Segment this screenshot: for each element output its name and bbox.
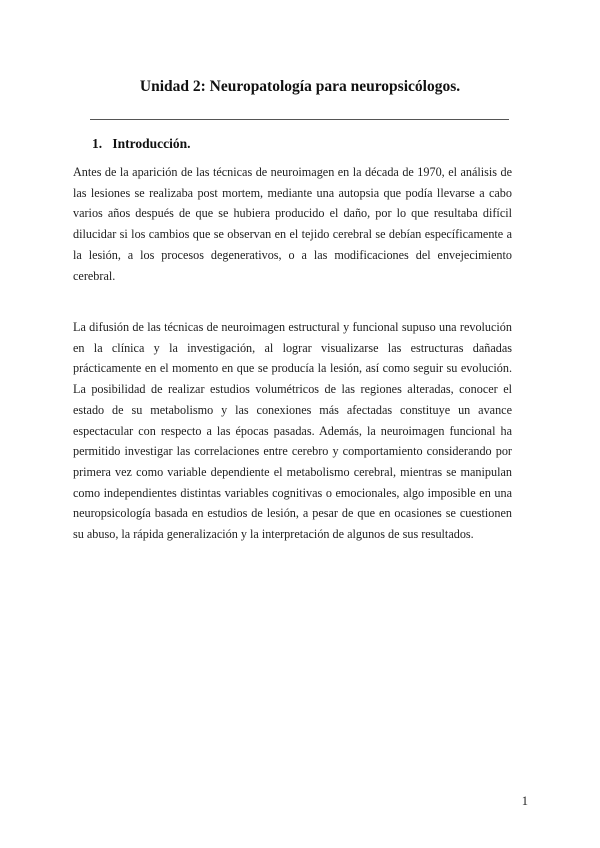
page-title: Unidad 2: Neuropatología para neuropsicólogos. [139, 78, 461, 95]
section-title: Introducción. [112, 136, 191, 151]
page-number: 1 [521, 794, 528, 808]
section-heading [92, 135, 191, 153]
paragraph-neuroimaging: La difusión de las técnicas de neuroimagen estructural y funcional supuso una revolución en la clínica y la investigación, al lograr visualizarse las estructuras dañadas prácticamente en el momento en que se producía la lesión, así como seguir su evolución. La posibilidad de realizar estudios volumétricos de las regiones alteradas, conocer el estado de su metabolismo y las conexiones más afectadas constituye un avance espectacular con respecto a las épocas pasadas. Además, la neuroimagen funcional ha permitido investigar las correlaciones entre cerebro y comportamiento considerando por primera vez como variable dependiente el metabolismo cerebral, mientras se manipulan como independientes distintas variables cognitivas o emocionales, algo imposible en una neuropsicología basada en estudios de lesión, a pesar de que en ocasiones se cuestionen su abuso, la rápida generalización y la interpretación de algunos de sus resultados. [73, 320, 512, 542]
title-divider [90, 119, 509, 120]
section-number: 1. [92, 136, 103, 151]
paragraph-intro: Antes de la aparición de las técnicas de neuroimagen en la década de 1970, el análisis de las lesiones se realizaba post mortem, mediante una autopsia que podía llevarse a cabo varios años después de que se hubiera producido el daño, por lo que resultaba difícil dilucidar si los cambios que se observan en el tejido cerebral se debían específicamente a la lesión, a los procesos degenerativos, o a las modificaciones del envejecimiento cerebral. [73, 165, 512, 283]
